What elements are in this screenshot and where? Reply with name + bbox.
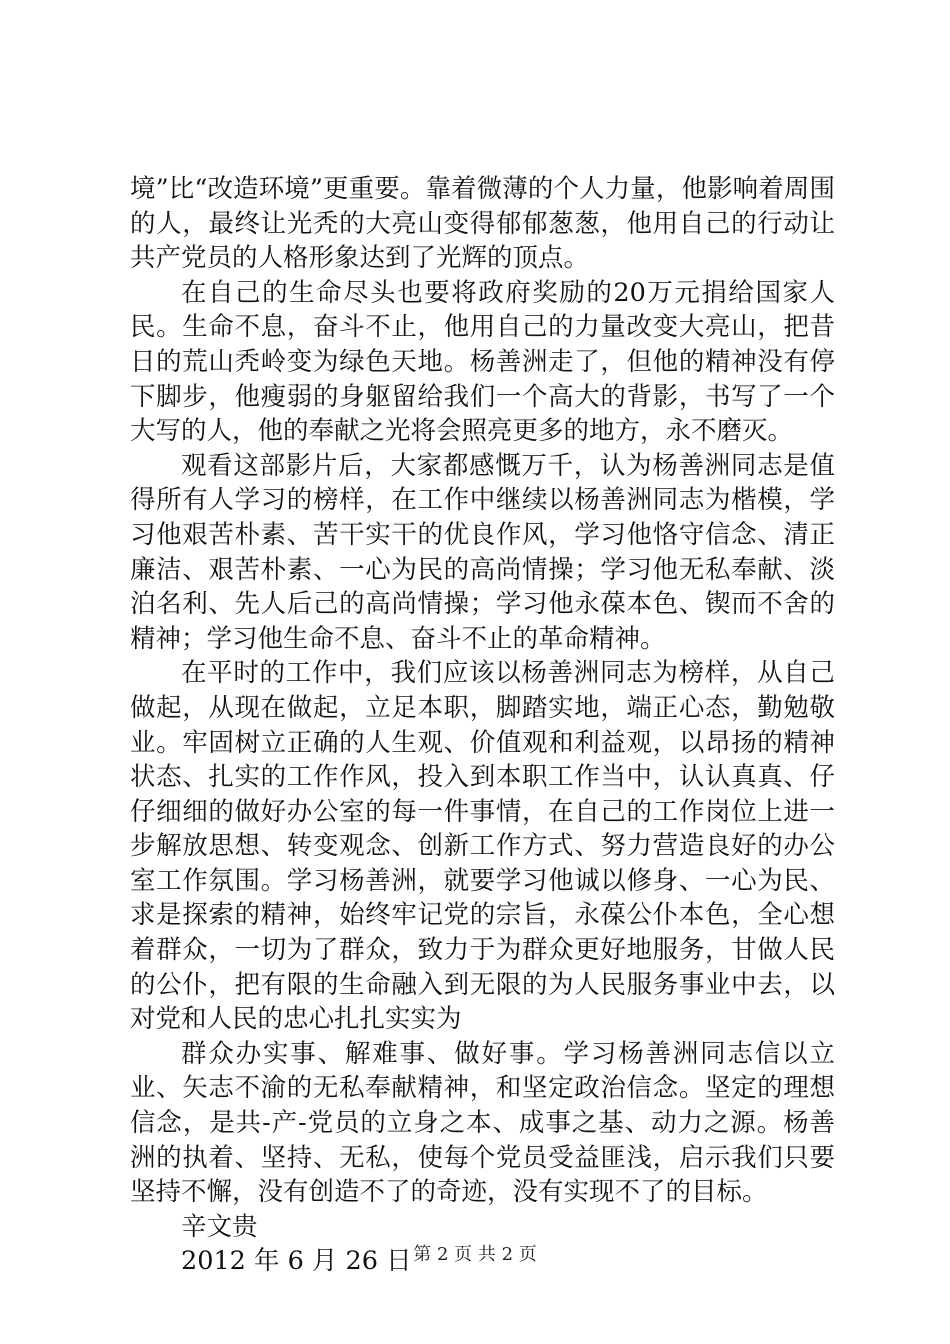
paragraph-continued: 境”比“改造环境”更重要。靠着微薄的个人力量，他影响着周围的人，最终让光秃的大亮山变得郁郁葱葱，他用自己的行动让共产党员的人格形象达到了光辉的顶点。 bbox=[130, 174, 835, 274]
paragraph: 在自己的生命尽头也要将政府奖励的20万元捐给国家人民。生命不息，奋斗不止，他用自己的力量改变大亮山，把昔日的荒山秃岭变为绿色天地。杨善洲走了，但他的精神没有停下脚步，他瘦弱的身躯留给我们一个高大的背影，书写了一个大写的人，他的奉献之光将会照亮更多的地方，永不磨灭。 bbox=[130, 277, 835, 447]
paragraph: 在平时的工作中，我们应该以杨善洲同志为榜样，从自己做起，从现在做起，立足本职，脚踏实地，端正心态，勤勉敬业。牢固树立正确的人生观、价值观和利益观，以昂扬的精神状态、扎实的工作作风，投入到本职工作当中，认认真真、仔仔细细的做好办公室的每一件事情，在自己的工作岗位上进一步解放思想、转变观念、创新工作方式、努力营造良好的办公室工作氛围。学习杨善洲，就要学习他诚以修身、一心为民、求是探索的精神，始终牢记党的宗旨，永葆公仆本色，全心想着群众，一切为了群众，致力于为群众更好地服务，甘做人民的公仆，把有限的生命融入到无限的为人民服务事业中去，以对党和人民的忠心扎扎实实为 bbox=[130, 658, 835, 1035]
paragraph: 观看这部影片后，大家都感慨万千，认为杨善洲同志是值得所有人学习的榜样，在工作中继续以杨善洲同志为楷模，学习他艰苦朴素、苦干实干的优良作风，学习他恪守信念、清正廉洁、艰苦朴素、一心为民的高尚情操；学习他无私奉献、淡泊名利、先人后己的高尚情操；学习他永葆本色、锲而不舍的精神；学习他生命不息、奋斗不止的革命精神。 bbox=[130, 450, 835, 654]
author-signature: 辛文贵 bbox=[181, 1211, 258, 1242]
document-body bbox=[130, 172, 835, 1279]
document-date: 2012 年 6 月 26 日 bbox=[181, 1246, 412, 1277]
page-number-footer: 第 2 页 共 2 页 bbox=[413, 1244, 537, 1265]
paragraph: 群众办实事、解难事、做好事。学习杨善洲同志信以立业、矢志不渝的无私奉献精神，和坚定政治信念。坚定的理想信念，是共-产-党员的立身之本、成事之基、动力之源。杨善洲的执着、坚持、无私，使每个党员受益匪浅，启示我们只要坚持不懈，没有创造不了的奇迹，没有实现不了的目标。 bbox=[130, 1038, 835, 1208]
